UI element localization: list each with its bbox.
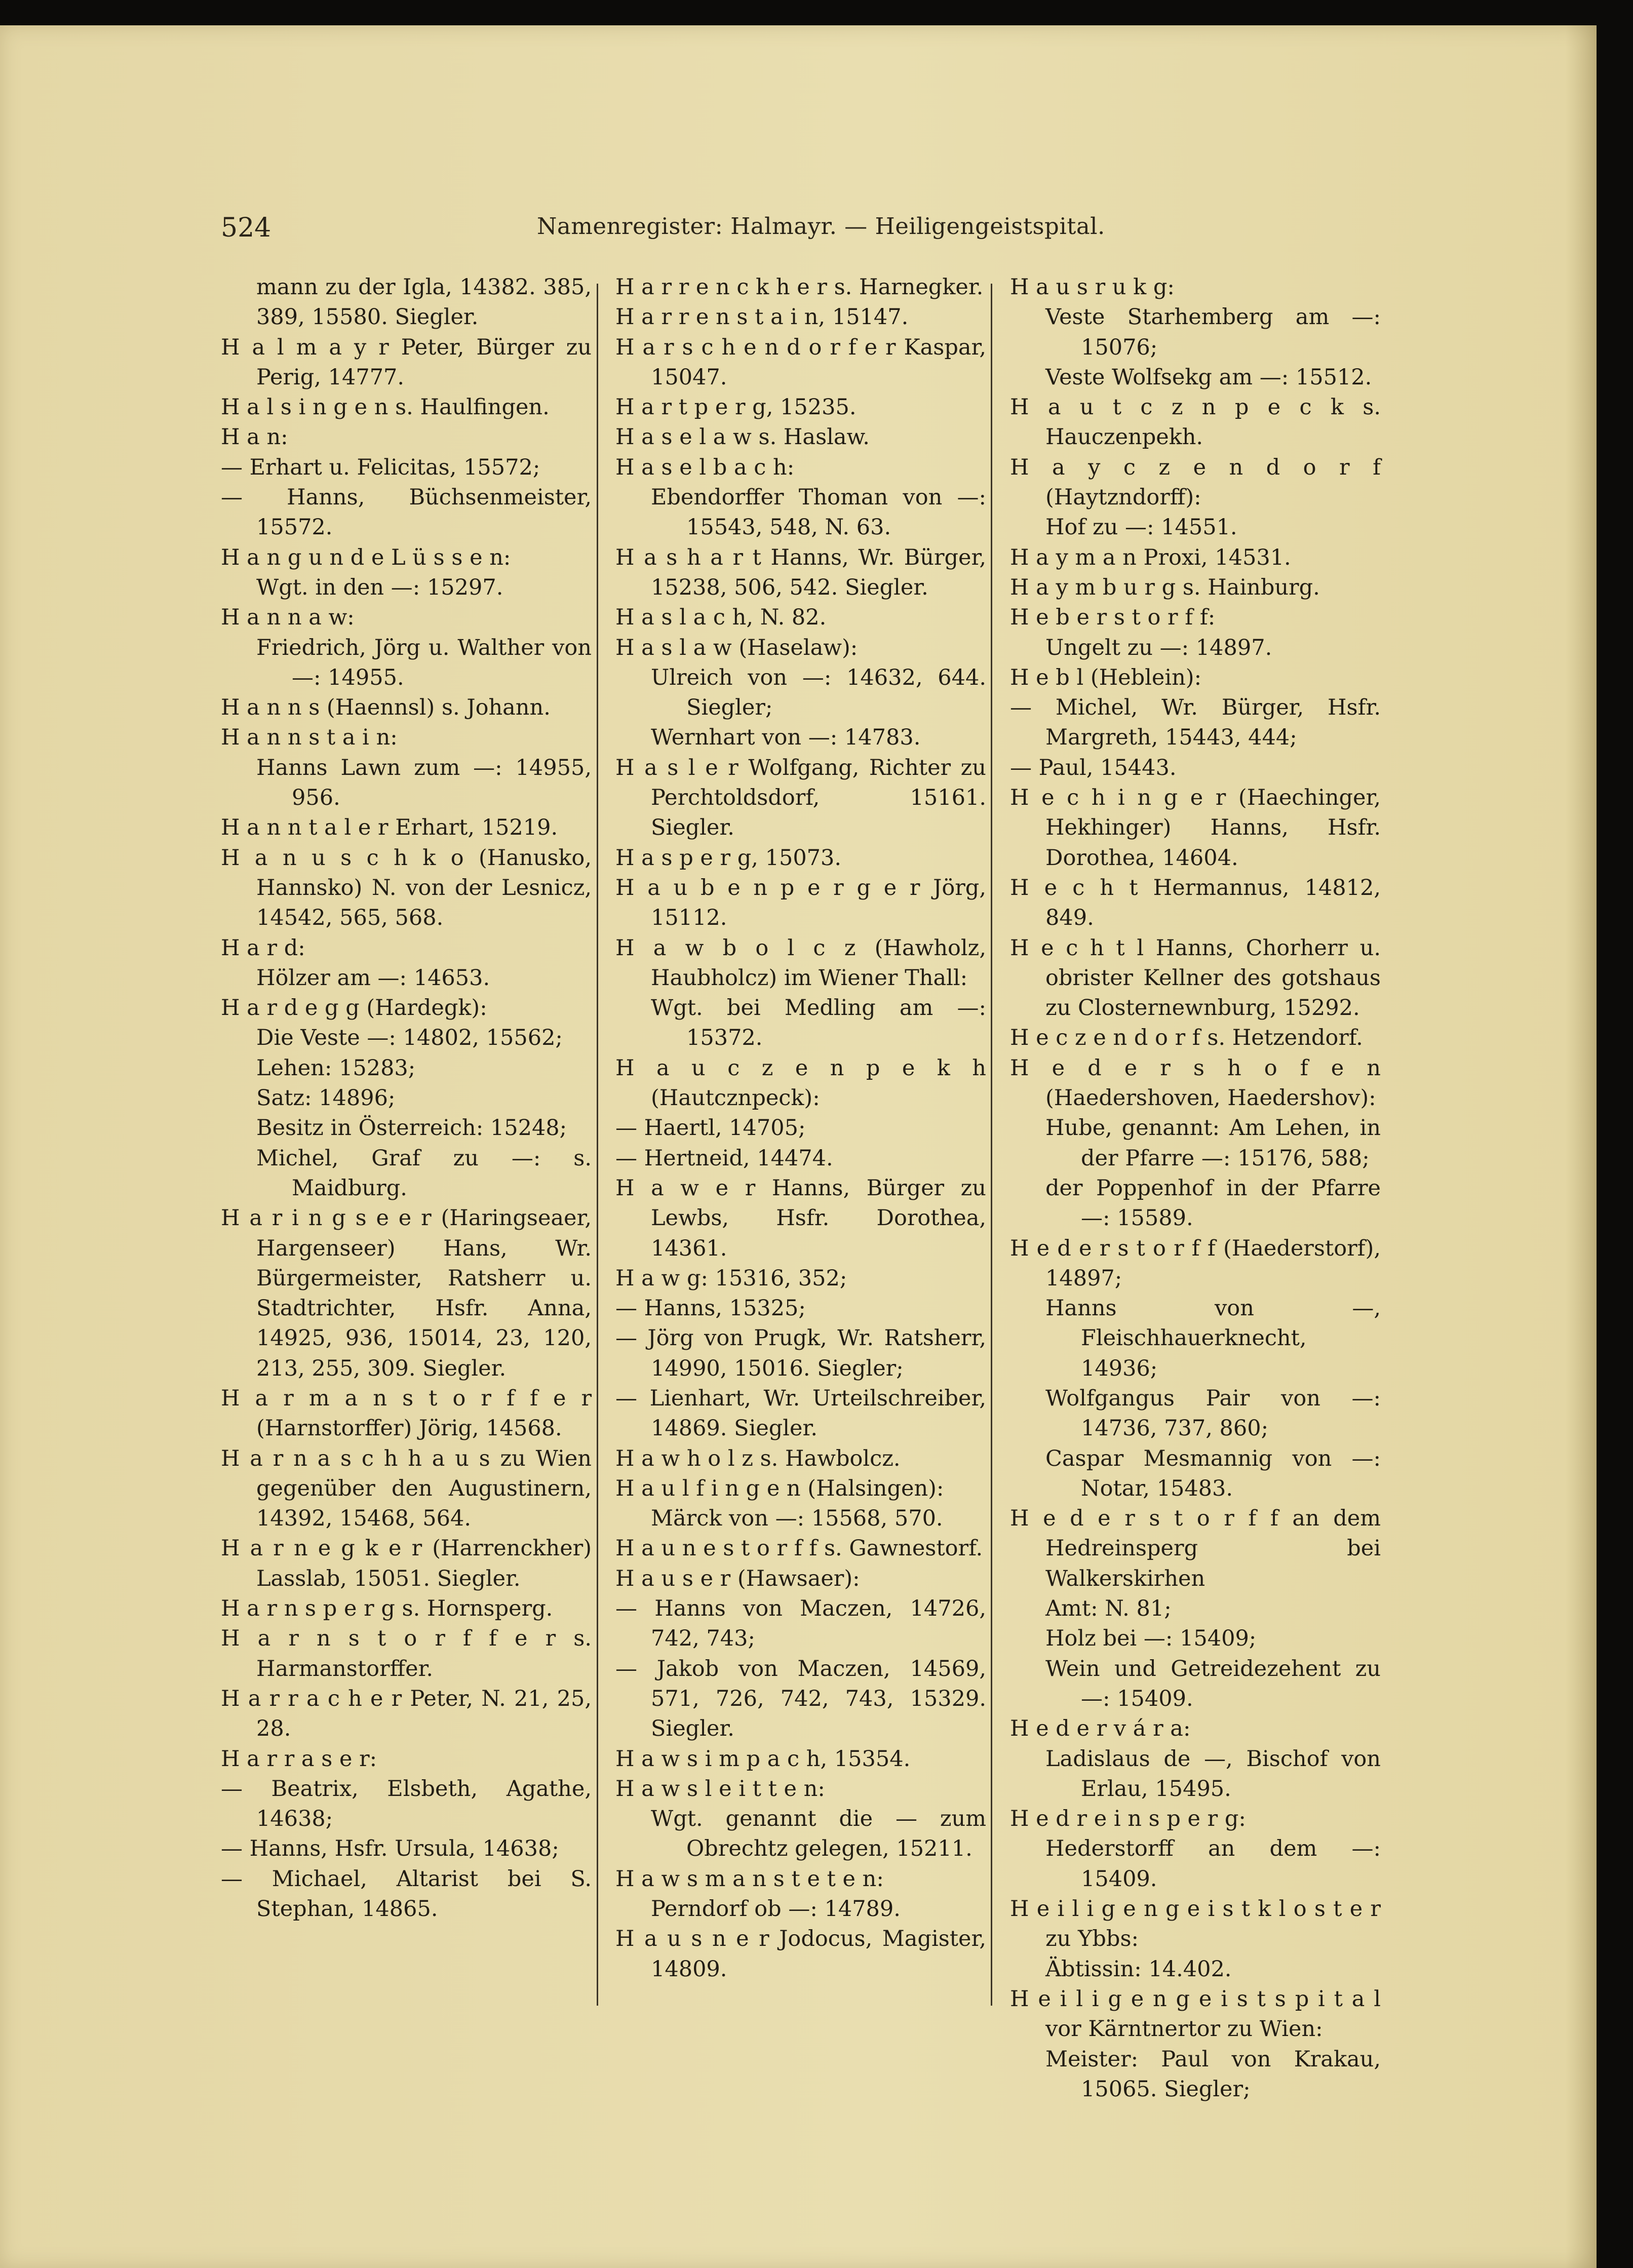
index-entry: H a r r a s e r:: [221, 1746, 377, 1772]
index-entry: Hölzer am —: 14653.: [256, 965, 490, 991]
index-entry: H a u s r u k g:: [1010, 275, 1175, 300]
index-entry: H e b e r s t o r f f:: [1010, 605, 1216, 631]
index-entry: H a n:: [221, 424, 288, 450]
index-entry: H e d e r s t o r f f an dem Hedreinsperg bei Walkerskirhen: [1010, 1506, 1381, 1591]
index-entry: Meister: Paul von Krakau, 15065. Siegler;: [1045, 2046, 1381, 2102]
index-entry: Äbtissin: 14.402.: [1045, 1956, 1232, 1982]
index-entry: Veste Starhemberg am —: 15076;: [1045, 304, 1381, 360]
index-entry: — Jakob von Maczen, 14569, 571, 726, 742, 743, 15329. Siegler.: [615, 1656, 986, 1742]
index-entry: H a r n a s c h h a u s zu Wien gegenüber den Augustinern, 14392, 15468, 564.: [221, 1445, 592, 1532]
index-entry: H a u l f i n g e n (Halsingen):: [615, 1475, 944, 1501]
index-entry: H a s l a c h, N. 82.: [615, 605, 827, 631]
index-entry: H a w s l e i t t e n:: [615, 1776, 825, 1802]
index-entry: H a w h o l z s. Hawbolcz.: [615, 1445, 901, 1471]
index-column-2: [615, 272, 986, 1984]
index-entry: Michel, Graf zu —: s. Maidburg.: [256, 1145, 592, 1201]
index-entry: H e c h t l Hanns, Chorherr u. obrister Kellner des gotshaus zu Closternewnburg, 15292.: [1010, 935, 1381, 1021]
index-entry: — Michael, Altarist bei S. Stephan, 14865.: [221, 1866, 592, 1922]
index-entry: H a s l a w (Haselaw):: [615, 635, 858, 660]
index-entry: Ungelt zu —: 14897.: [1045, 635, 1272, 660]
index-column-3: [1010, 272, 1381, 2104]
index-entry: H a n u s c h k o (Hanusko, Hannsko) N. von der Lesnicz, 14542, 565, 568.: [221, 845, 592, 931]
index-entry: H a n g u n d e L ü s s e n:: [221, 544, 511, 570]
index-entry: — Erhart u. Felicitas, 15572;: [221, 454, 540, 480]
index-entry: H e d e r v á r a:: [1010, 1716, 1191, 1742]
index-entry: H a r r a c h e r Peter, N. 21, 25, 28.: [221, 1686, 592, 1742]
index-entry: Ebendorffer Thoman von —: 15543, 548, N. 63.: [651, 485, 986, 540]
index-entry: H a r d:: [221, 935, 305, 961]
index-entry: H a r i n g s e e r (Haringseaer, Hargenseer) Hans, Wr. Bürgermeister, Ratsherr u. Stadtrichter, Hsfr. Anna, 14925, 936, 15014, 23, 120, 213, 255, 309. Siegler.: [221, 1205, 592, 1381]
index-entry: H e c z e n d o r f s. Hetzendorf.: [1010, 1025, 1363, 1051]
index-entry: H a y m a n Proxi, 14531.: [1010, 544, 1291, 570]
index-entry: — Jörg von Prugk, Wr. Ratsherr, 14990, 15016. Siegler;: [615, 1325, 986, 1381]
index-entry: — Hanns, Hsfr. Ursula, 14638;: [221, 1836, 559, 1862]
page-number: 524: [221, 213, 271, 243]
index-entry: H a w s m a n s t e t e n:: [615, 1866, 884, 1892]
index-entry: H e c h t Hermannus, 14812, 849.: [1010, 875, 1381, 931]
index-entry: Friedrich, Jörg u. Walther von —: 14955.: [256, 635, 592, 690]
index-entry: Perndorf ob —: 14789.: [651, 1896, 901, 1922]
index-entry: — Hanns, 15325;: [615, 1296, 806, 1321]
index-entry: H a l m a y r Peter, Bürger zu Perig, 14777.: [221, 334, 592, 390]
index-entry: — Lienhart, Wr. Urteilschreiber, 14869. Siegler.: [615, 1385, 986, 1441]
index-entry: Hanns Lawn zum —: 14955, 956.: [256, 755, 592, 811]
column-rule: [991, 284, 992, 2006]
index-entry: H a l s i n g e n s. Haulfingen.: [221, 395, 550, 420]
index-entry: H a w b o l c z (Hawholz, Haubholcz) im Wiener Thall:: [615, 935, 986, 991]
index-entry: — Hanns, Büchsenmeister, 15572.: [221, 485, 592, 540]
index-entry: H a r n s t o r f f e r s. Harmanstorffer.: [221, 1626, 592, 1682]
index-entry: H a y c z e n d o r f (Haytzndorff):: [1010, 454, 1381, 511]
index-entry: Ulreich von —: 14632, 644. Siegler;: [651, 664, 986, 721]
index-entry: H a n n s t a i n:: [221, 725, 398, 751]
index-entry: Besitz in Österreich: 15248;: [256, 1115, 567, 1141]
index-entry: Wein und Getreidezehent zu —: 15409.: [1045, 1656, 1381, 1711]
index-entry: H a u t c z n p e c k s. Hauczenpekh.: [1010, 395, 1381, 450]
index-entry: H a u s e r (Hawsaer):: [615, 1566, 860, 1591]
index-entry: H a w s i m p a c h, 15354.: [615, 1746, 911, 1772]
index-entry: H a r r e n s t a i n, 15147.: [615, 304, 909, 330]
index-entry: Die Veste —: 14802, 15562;: [256, 1025, 563, 1051]
index-entry: — Michel, Wr. Bürger, Hsfr. Margreth, 15443, 444;: [1010, 695, 1381, 751]
index-entry: der Poppenhof in der Pfarre —: 15589.: [1045, 1175, 1381, 1231]
index-entry: H a r n e g k e r (Harrenckher) Lasslab, 15051. Siegler.: [221, 1536, 592, 1591]
index-entry: H a s e l b a c h:: [615, 454, 795, 480]
index-entry: H a r d e g g (Hardegk):: [221, 995, 487, 1021]
index-entry: Hederstorff an dem —: 15409.: [1045, 1836, 1381, 1892]
index-entry: H a u s n e r Jodocus, Magister, 14809.: [615, 1926, 986, 1982]
index-entry: H e d e r s t o r f f (Haederstorf), 14897;: [1010, 1235, 1381, 1291]
index-entry: Wgt. genannt die — zum Obrechtz gelegen, 15211.: [651, 1806, 986, 1862]
index-entry: H a r n s p e r g s. Hornsperg.: [221, 1596, 553, 1622]
index-entry: H e c h i n g e r (Haechinger, Hekhinger) Hanns, Hsfr. Dorothea, 14604.: [1010, 785, 1381, 871]
index-entry: — Haertl, 14705;: [615, 1115, 806, 1141]
index-entry: — Paul, 15443.: [1010, 755, 1177, 780]
index-entry: Hanns von —, Fleischhauerknecht, 14936;: [1045, 1296, 1381, 1381]
index-entry: — Hertneid, 14474.: [615, 1145, 833, 1171]
index-entry: — Beatrix, Elsbeth, Agathe, 14638;: [221, 1776, 592, 1832]
index-entry: H e d e r s h o f e n (Haedershoven, Haedershov):: [1010, 1055, 1381, 1111]
index-entry: H a s p e r g, 15073.: [615, 845, 842, 871]
index-entry: H a n n t a l e r Erhart, 15219.: [221, 815, 558, 841]
index-entry: H a r m a n s t o r f f e r (Harnstorffer) Jörig, 14568.: [221, 1385, 592, 1441]
index-entry: H a w g: 15316, 352;: [615, 1265, 847, 1291]
index-entry: H a y m b u r g s. Hainburg.: [1010, 574, 1320, 600]
index-entry: H a u b e n p e r g e r Jörg, 15112.: [615, 875, 986, 931]
running-head: Namenregister: Halmayr. — Heiligengeistspital.: [537, 213, 1105, 240]
index-entry: H a u n e s t o r f f s. Gawnestorf.: [615, 1536, 983, 1561]
page-binding-shadow: [1565, 25, 1597, 2268]
index-entry: H a w e r Hanns, Bürger zu Lewbs, Hsfr. Dorothea, 14361.: [615, 1175, 986, 1261]
index-entry: Wgt. in den —: 15297.: [256, 574, 503, 600]
index-entry: Satz: 14896;: [256, 1085, 396, 1111]
index-entry: Wgt. bei Medling am —: 15372.: [651, 995, 986, 1051]
column-rule: [597, 284, 598, 2006]
index-column-1: [221, 272, 592, 1924]
index-entry: Veste Wolfsekg am —: 15512.: [1045, 364, 1372, 390]
index-entry: H a s e l a w s. Haslaw.: [615, 424, 870, 450]
index-entry: H e i l i g e n g e i s t s p i t a l vor Kärntnertor zu Wien:: [1010, 1986, 1381, 2042]
index-entry: Wolfgangus Pair von —: 14736, 737, 860;: [1045, 1385, 1381, 1441]
index-entry: H a n n a w:: [221, 605, 355, 631]
index-entry: Wernhart von —: 14783.: [651, 725, 921, 751]
index-entry: Lehen: 15283;: [256, 1055, 416, 1081]
index-entry: H a r s c h e n d o r f e r Kaspar, 15047.: [615, 334, 986, 390]
index-entry: Hof zu —: 14551.: [1045, 515, 1237, 540]
index-entry: mann zu der Igla, 14382. 385, 389, 15580. Siegler.: [256, 275, 592, 330]
index-entry: H a n n s (Haennsl) s. Johann.: [221, 695, 551, 721]
index-entry: Caspar Mesmannig von —: Notar, 15483.: [1045, 1445, 1381, 1501]
index-entry: Amt: N. 81;: [1045, 1596, 1172, 1622]
index-entry: H a s l e r Wolfgang, Richter zu Perchtoldsdorf, 15161. Siegler.: [615, 755, 986, 841]
index-entry: H a s h a r t Hanns, Wr. Bürger, 15238, 506, 542. Siegler.: [615, 544, 986, 600]
index-entry: H e d r e i n s p e r g:: [1010, 1806, 1246, 1832]
index-entry: Hube, genannt: Am Lehen, in der Pfarre —: 15176, 588;: [1045, 1115, 1381, 1171]
index-entry: — Hanns von Maczen, 14726, 742, 743;: [615, 1596, 986, 1652]
index-entry: H a r t p e r g, 15235.: [615, 395, 857, 420]
index-entry: Märck von —: 15568, 570.: [651, 1506, 943, 1532]
index-entry: H e i l i g e n g e i s t k l o s t e r zu Ybbs:: [1010, 1896, 1381, 1952]
index-entry: Holz bei —: 15409;: [1045, 1626, 1257, 1652]
index-entry: Ladislaus de —, Bischof von Erlau, 15495.: [1045, 1746, 1381, 1802]
index-entry: H a r r e n c k h e r s. Harnegker.: [615, 275, 984, 300]
index-entry: H e b l (Heblein):: [1010, 664, 1202, 690]
index-entry: H a u c z e n p e k h (Hautcznpeck):: [615, 1055, 986, 1111]
